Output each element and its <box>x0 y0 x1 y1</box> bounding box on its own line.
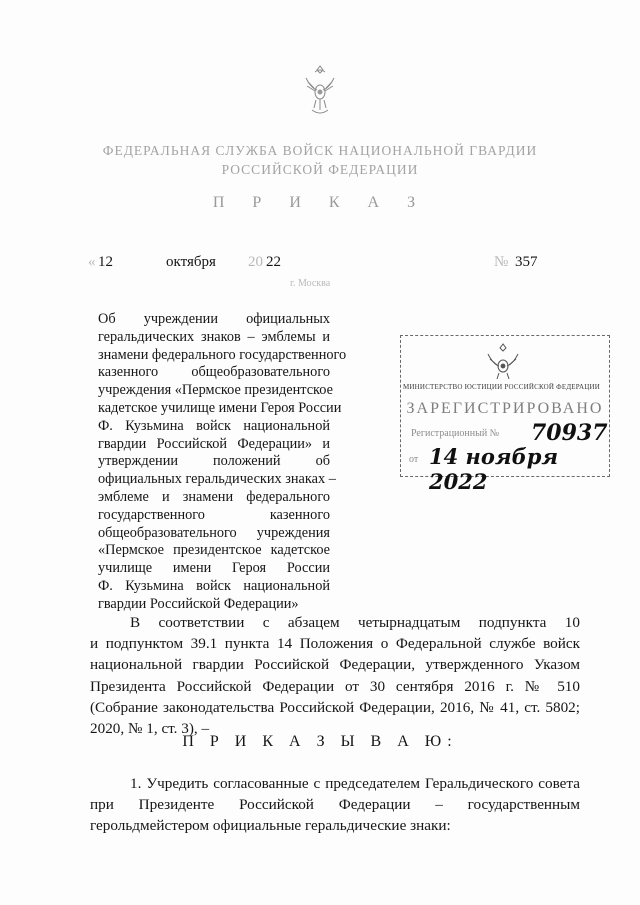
order-subject <box>98 311 347 614</box>
document-type-title: П Р И К А З <box>212 194 428 211</box>
order-month: октября <box>166 254 216 270</box>
order-number-sign: № <box>494 254 509 270</box>
stamp-date-label: от <box>409 454 419 465</box>
order-city: г. Москва <box>290 278 331 289</box>
order-year-prefix: 20 <box>248 254 263 270</box>
subject-line: Об учреждении официальных <box>98 311 330 327</box>
preamble-paragraph <box>90 612 580 739</box>
order-number: 357 <box>515 254 538 270</box>
preamble-line: Президента Российской Федерации от 30 сентября 2016 г. № 510 <box>90 677 580 695</box>
preamble-line: и подпунктом 39.1 пункта 14 Положения о Федеральной службе войск <box>90 635 580 653</box>
order-item-1 <box>90 773 580 837</box>
item-line: 1. Учредить согласованные с председателем Геральдического совета <box>130 775 580 792</box>
item-line: при Президенте Российской Федерации – государственным <box>90 796 580 814</box>
subject-line: гвардии Российской Федерации» <box>98 595 299 612</box>
preamble-line: 2020, № 1, ст. 3), – <box>90 719 210 737</box>
org-name-line-1: ФЕДЕРАЛЬНАЯ СЛУЖБА ВОЙСК НАЦИОНАЛЬНОЙ ГВАРДИИ <box>102 143 538 158</box>
subject-line: геральдических знаков – эмблемы и <box>98 328 330 345</box>
stamp-date: 14 ноября 2022 <box>429 444 559 494</box>
stamp-eagle-icon <box>485 342 521 382</box>
subject-line: утверждении положений об <box>98 453 330 470</box>
date-quote-mark: « <box>88 254 96 270</box>
subject-line: казенного общеобразовательного <box>98 364 330 381</box>
org-name-line-2: РОССИЙСКОЙ ФЕДЕРАЦИИ <box>221 162 419 177</box>
subject-line: училище имени Героя России <box>98 560 330 577</box>
order-day: 12 <box>98 254 113 270</box>
subject-line: Ф. Кузьмина войск национальной <box>98 417 330 434</box>
subject-line: официальных геральдических знаках – <box>98 471 336 488</box>
stamp-reg-number-label: Регистрационный № <box>411 428 500 439</box>
preamble-line: В соответствии с абзацем четырнадцатым подпункта 10 <box>130 614 580 631</box>
registration-stamp <box>400 335 610 494</box>
subject-line: эмблеме и знамени федерального <box>98 488 330 505</box>
preamble-line: (Собрание законодательства Российской Федерации, 2016, № 41, ст. 5802; <box>90 698 580 716</box>
subject-line: кадетское училище имени Героя России <box>98 399 342 416</box>
subject-line: государственного казенного <box>98 506 330 523</box>
stamp-registered-label: ЗАРЕГИСТРИРОВАНО <box>406 400 604 417</box>
eagle-emblem-icon <box>302 62 338 118</box>
subject-line: учреждения «Пермское президентское <box>98 382 333 399</box>
subject-line: Ф. Кузьмина войск национальной <box>98 577 330 594</box>
stamp-reg-number: 70937 <box>531 420 608 446</box>
subject-line: знамени федерального государственного <box>98 346 347 363</box>
order-directive-word: П Р И К А З Ы В А Ю: <box>182 733 458 750</box>
preamble-line: национальной гвардии Российской Федерации, утвержденного Указом <box>90 656 580 674</box>
subject-line: общеобразовательного учреждения <box>98 524 330 541</box>
stamp-organization: МИНИСТЕРСТВО ЮСТИЦИИ РОССИЙСКОЙ ФЕДЕРАЦИИ <box>403 383 600 391</box>
subject-line: «Пермское президентское кадетское <box>98 542 330 559</box>
order-year: 22 <box>266 254 281 270</box>
subject-line: гвардии Российской Федерации» и <box>98 435 330 452</box>
item-line: герольдмейстером официальные геральдические знаки: <box>90 817 451 835</box>
